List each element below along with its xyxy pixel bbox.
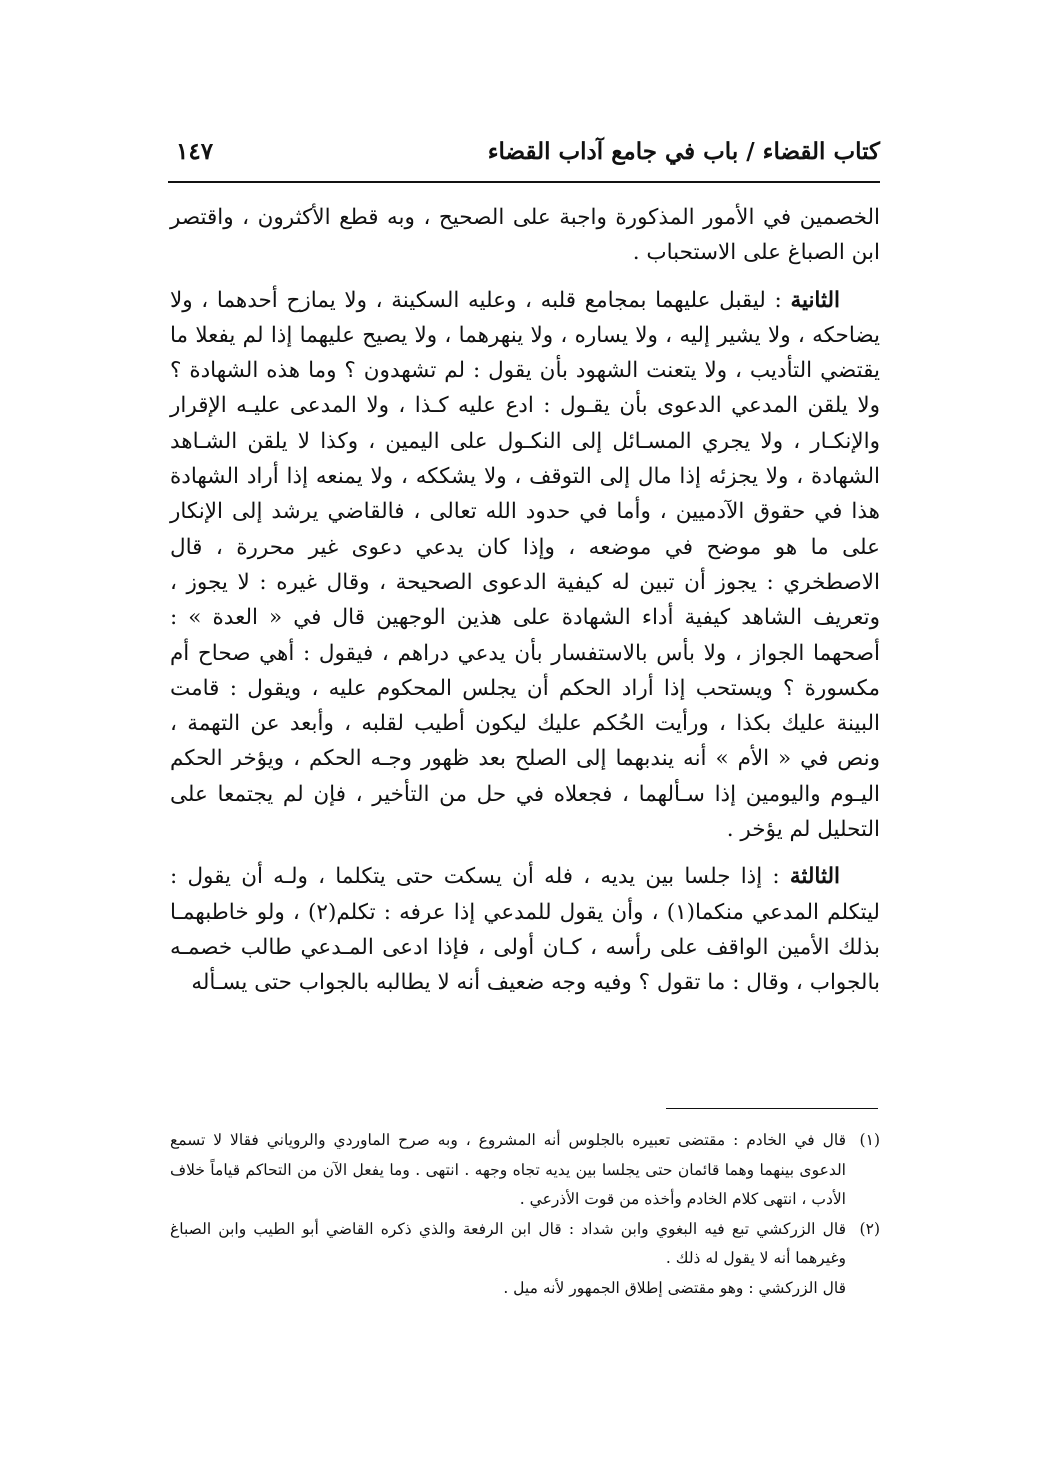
section-lead-second: الثانية bbox=[790, 287, 840, 313]
header-rule bbox=[168, 181, 880, 183]
footnote-number: (١) bbox=[859, 1131, 880, 1149]
footnote-2 bbox=[170, 1215, 880, 1274]
section-lead-third: الثالثة bbox=[789, 864, 840, 890]
paragraph-second bbox=[170, 283, 880, 848]
page-number: ١٤٧ bbox=[176, 138, 214, 165]
paragraph-text: : ليقبل عليهما بمجامع قلبه ، وعليه السكينة ، ولا يمازح أحدهما ، ولا يضاحكه ، ولا يشير إليه ، ولا يساره ، ولا ينهرهما ، ولا يصيح عليهما إذا لم يفعلا ما يقتضي التأديب ، ولا يتعنت الشهود بأن يقول : لم تشهدون ؟ وما هذه الشهادة ؟ ولا يلقن المدعي الدعوى بأن يقـول : ادع عليه كـذا ، ولا المدعى عليـه الإقرار والإنكـار ، ولا يجري المسـائل إلى النكـول على اليمين ، وكذا لا يلقن الشـاهد الشهادة ، ولا يجزئه إذا مال إلى التوقف ، ولا يشككه ، ولا يمنعه إذا أراد الشهادة هذا في حقوق الآدميين ، وأما في حدود الله تعالى ، فالقاضي يرشد إلى الإنكار على ما هو موضح في موضعه ، وإذا كان يدعي دعوى غير محررة ، قال الاصطخري : يجوز أن تبين له كيفية الدعوى الصحيحة ، وقال غيره : لا يجوز ، وتعريف الشاهد كيفية أداء الشهادة على هذين الوجهين قال في « العدة » : أصحهما الجواز ، ولا بأس بالاستفسار بأن يدعي دراهم ، فيقول : أهي صحاح أم مكسورة ؟ ويستحب إذا أراد الحكم أن يجلس المحكوم عليه ، ويقول : قامت البينة عليك بكذا ، ورأيت الحُكم عليك ليكون أطيب لقلبه ، وأبعد عن التهمة ، ونص في « الأم » أنه يندبهما إلى الصلح بعد ظهور وجـه الحكم ، ويؤخر الحكم اليـوم واليومين إذا سـألهما ، فجعلاه في حل من التأخير ، فإن لم يجتمعا على التحليل لم يؤخر . bbox=[170, 287, 880, 843]
paragraph-third bbox=[170, 859, 880, 1000]
footnote-continuation: قال الزركشي : وهو مقتضى إطلاق الجمهور لأنه ميل . bbox=[503, 1278, 846, 1297]
footnote-number: (٢) bbox=[859, 1219, 880, 1238]
footnote-1 bbox=[170, 1126, 880, 1215]
paragraph-continuation bbox=[170, 200, 880, 271]
footnotes bbox=[170, 1126, 880, 1303]
main-text bbox=[170, 200, 880, 1013]
running-title: كتاب القضاء / باب في جامع آداب القضاء bbox=[487, 138, 880, 165]
footnote-text: قال في الخادم : مقتضى تعبيره بالجلوس أنه المشروع ، وبه صرح الماوردي والروياني فقالا لا تسمع الدعوى بينهما وهما قائمان حتى يجلسا بين يديه تجاه وجهه . انتهى . وما يفعل الآن من التحاكم قياماً خلاف الأدب ، انتهى كلام الخادم وأخذه من قوت الأذرعي . bbox=[170, 1131, 846, 1208]
paragraph-text: الخصمين في الأمور المذكورة واجبة على الصحيح ، وبه قطع الأكثرون ، واقتصر ابن الصباغ على الاستحباب . bbox=[170, 205, 880, 266]
footnote-text: قال الزركشي تبع فيه البغوي وابن شداد : قال ابن الرفعة والذي ذكره القاضي أبو الطيب وابن الصباغ وغيرهما أنه لا يقول له ذلك . bbox=[170, 1219, 846, 1267]
page-header bbox=[168, 138, 880, 178]
paragraph-text: : إذا جلسا بين يديه ، فله أن يسكت حتى يتكلما ، ولـه أن يقول : ليتكلم المدعي منكما(١) ، وأن يقول للمدعي إذا عرفه : تكلم(٢) ، ولو خاطبهمـا بذلك الأمين الواقف على رأسه ، كـان أولى ، فإذا ادعى المـدعي طالب خصمـه بالجواب ، وقال : ما تقول ؟ وفيه وجه ضعيف أنه لا يطالبه بالجواب حتى يسـأله bbox=[170, 864, 880, 996]
footnote-rule bbox=[666, 1108, 878, 1109]
